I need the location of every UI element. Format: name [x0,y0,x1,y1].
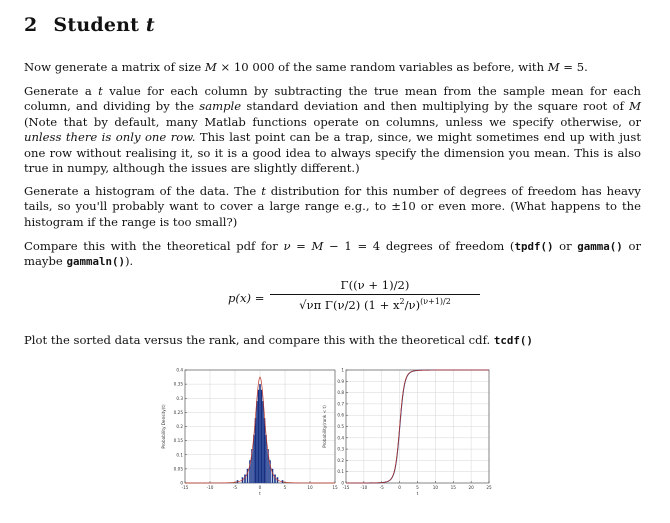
formula-denominator: √νπ Γ(ν/2) $(1 + x^2/\nu)^{(\nu+1)/2}$ [299,297,451,312]
cdf-y-label: Probability(rank < t) [322,405,327,448]
hist-y-tick-label: 0.05 [173,466,183,472]
code-tcdf: tcdf() [493,334,533,347]
paragraph-4: Compare this with the theoretical pdf for ν = M − 1 = 4 degrees of freedom (tpdf() or gamma() or maybe gammaln()). [24,239,641,269]
hist-bar [264,418,266,483]
paragraph-2: Generate a t value for each column by subtracting the true mean from the sample mean for each column, and dividing by the sample standard deviation and then multiplying by the square root of M (Note that by default, many Matlab functions operate on columns, unless we specify otherwise, or unless there is only one row. This last point can be a trap, since, we might sometimes end up with just one row without realising it, so it is a good idea to always specify the dimension you mean. This is also true in numpy, although the issues are slightly different.) [24,84,642,176]
hist-bar [256,401,258,483]
hist-bar [244,475,246,483]
cdf-chart [322,368,492,497]
cdf-y-tick-label: 0.1 [337,469,344,475]
cdf-y-tick-label: 0.6 [337,412,344,418]
hist-x-tick-label: -15 [181,485,189,490]
cdf-y-tick-label: 0.4 [337,435,344,441]
hist-x-tick-label: 5 [283,485,287,490]
formula-lhs: p(x) = [228,291,265,305]
hist-bar [261,390,263,483]
hist-y-tick-label: 0.25 [173,409,183,415]
hist-bar [262,401,264,483]
hist-x-tick-label: -5 [232,485,238,490]
section-number: 2 [24,14,38,36]
cdf-y-tick-label: 0 [341,480,344,486]
cdf-x-tick-label: 25 [486,485,492,490]
cdf-x-tick-label: -15 [342,485,350,490]
hist-y-tick-label: 0.2 [176,424,183,429]
paragraph-3: Generate a histogram of the data. The t distribution for this number of degrees of freedom has heavy tails, so you'll probably want to cover a large range e.g., to ±10 or even more. (What happens to the histogram if the range is too small?) [24,184,641,229]
hist-y-tick-label: 0.3 [176,395,183,401]
cdf-x-tick-label: -5 [379,485,384,490]
cdf-y-tick-label: 0.8 [337,390,344,396]
histogram-chart [161,368,338,497]
paragraph-5: Plot the sorted data versus the rank, and compare this with the theoretical cdf. tcdf() [24,333,533,347]
cdf-y-tick-label: 1 [341,367,344,373]
cdf-y-tick-label: 0.5 [337,424,344,429]
hist-y-tick-label: 0 [180,480,183,486]
hist-bar [259,384,261,483]
paragraph-1: Now generate a matrix of size M × 10 000 of the same random variables as before, with M = 5. [24,60,588,74]
cdf-x-label: t [416,491,419,496]
cdf-x-tick-label: 15 [450,485,456,490]
hist-x-tick-label: -10 [206,485,214,490]
hist-y-tick-label: 0.35 [173,381,183,387]
hist-y-label: Probability Density(t) [161,404,166,449]
cdf-x-tick-label: 5 [416,485,419,490]
formula-numerator: Γ((ν + 1)/2) [270,278,480,295]
hist-x-label: t [259,491,261,496]
hist-x-tick-label: 10 [307,485,313,490]
hist-bar [258,390,260,483]
cdf-x-tick-label: 10 [432,485,439,490]
section-title: Student [53,14,146,36]
hist-bar [274,475,276,483]
code-gamma: gamma() [577,240,623,253]
hist-x-tick-label: 0 [258,485,262,490]
hist-y-tick-label: 0.4 [176,367,183,373]
cdf-x-tick-label: 0 [398,485,401,490]
cdf-x-tick-label: -10 [360,485,368,490]
code-gammaln: gammaln() [66,255,125,269]
code-tpdf: tpdf() [514,240,554,253]
cdf-y-tick-label: 0.3 [337,446,344,452]
section-title-var: t [145,14,155,36]
hist-y-tick-label: 0.1 [176,452,183,458]
cdf-y-tick-label: 0.9 [337,378,344,384]
hist-x-tick-label: 15 [332,485,338,490]
hist-bar [255,418,257,483]
hist-y-tick-label: 0.15 [173,438,183,444]
cdf-x-tick-label: 20 [468,485,474,490]
cdf-y-tick-label: 0.2 [337,457,344,463]
cdf-y-tick-label: 0.7 [337,401,344,407]
